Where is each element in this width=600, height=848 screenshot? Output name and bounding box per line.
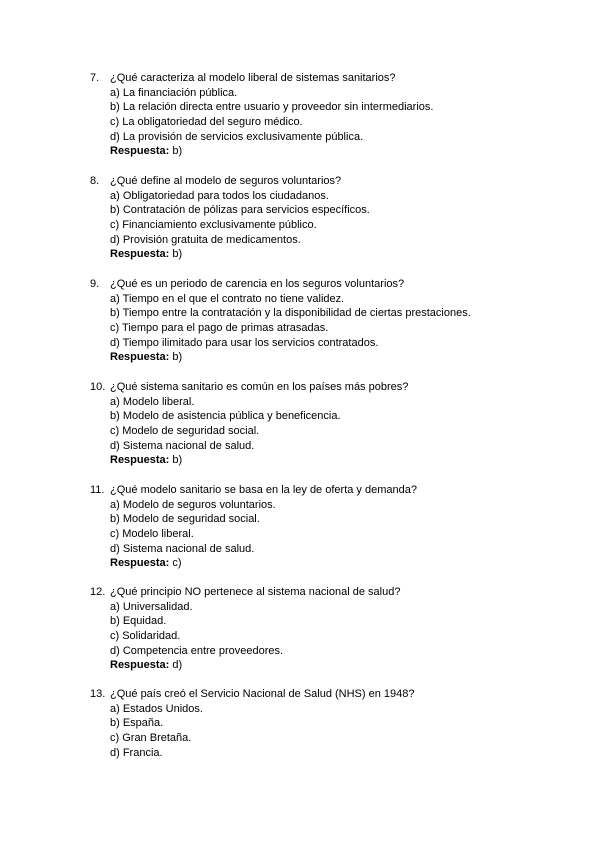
answer-label: Respuesta: — [110, 454, 170, 467]
question-number: 8. — [90, 175, 100, 187]
option-c: c) Solidaridad. — [110, 630, 181, 643]
answer-line — [90, 350, 550, 365]
option-a: a) Universalidad. — [110, 600, 193, 613]
option-d: d) Tiempo ilimitado para usar los servicios contratados. — [110, 336, 379, 349]
question-number: 11. — [90, 484, 105, 496]
question-13 — [90, 687, 550, 760]
answer-label: Respuesta: — [110, 557, 170, 570]
option-d: d) Sistema nacional de salud. — [110, 542, 255, 555]
question-number: 13. — [90, 688, 106, 700]
answer-line — [90, 556, 550, 571]
answer-label: Respuesta: — [110, 145, 170, 158]
question-text: ¿Qué principio NO pertenece al sistema nacional de salud? — [110, 586, 401, 598]
answer-value: c) — [172, 557, 182, 570]
answer-line — [90, 247, 550, 262]
option-d: d) Sistema nacional de salud. — [110, 439, 255, 452]
question-text: ¿Qué es un periodo de carencia en los seguros voluntarios? — [110, 278, 405, 290]
option-b: b) Equidad. — [110, 615, 167, 628]
question-text: ¿Qué país creó el Servicio Nacional de Salud (NHS) en 1948? — [110, 688, 415, 700]
question-header — [90, 483, 550, 498]
question-11 — [90, 483, 550, 571]
answer-value: b) — [172, 248, 183, 261]
option-b: b) España. — [110, 717, 164, 730]
question-text: ¿Qué sistema sanitario es común en los países más pobres? — [110, 381, 409, 393]
question-header — [90, 687, 550, 702]
option-a: a) Modelo liberal. — [110, 395, 195, 408]
question-7 — [90, 71, 550, 159]
option-c: c) Financiamiento exclusivamente público. — [110, 219, 317, 232]
option-a: a) Modelo de seguros voluntarios. — [110, 498, 276, 511]
answer-value: d) — [172, 659, 183, 672]
answer-value: b) — [172, 145, 183, 158]
answer-value: b) — [172, 454, 183, 467]
option-d: d) Competencia entre proveedores. — [110, 644, 284, 657]
question-8 — [90, 174, 550, 262]
option-b: b) Tiempo entre la contratación y la disponibilidad de ciertas prestaciones. — [110, 307, 471, 320]
question-header — [90, 277, 550, 292]
answer-label: Respuesta: — [110, 248, 170, 261]
option-a: a) Tiempo en el que el contrato no tiene validez. — [110, 292, 345, 305]
option-d: d) Francia. — [110, 746, 163, 759]
option-a: a) Obligatoriedad para todos los ciudadanos. — [110, 189, 329, 202]
question-header — [90, 174, 550, 189]
question-text: ¿Qué modelo sanitario se basa en la ley de oferta y demanda? — [110, 484, 417, 496]
answer-line — [90, 144, 550, 159]
answer-label: Respuesta: — [110, 351, 170, 364]
question-header — [90, 585, 550, 600]
option-c: c) Tiempo para el pago de primas atrasadas. — [110, 322, 329, 335]
option-d: d) La provisión de servicios exclusivamente pública. — [110, 130, 364, 143]
question-number: 10. — [90, 381, 106, 393]
question-number: 9. — [90, 278, 100, 290]
question-number: 12. — [90, 586, 106, 598]
question-header — [90, 71, 550, 86]
option-b: b) Modelo de asistencia pública y beneficencia. — [110, 410, 341, 423]
question-10 — [90, 380, 550, 468]
option-d: d) Provisión gratuita de medicamentos. — [110, 233, 301, 246]
answer-value: b) — [172, 351, 183, 364]
option-b: b) La relación directa entre usuario y proveedor sin intermediarios. — [110, 101, 434, 114]
question-number: 7. — [90, 72, 100, 84]
question-text: ¿Qué caracteriza al modelo liberal de sistemas sanitarios? — [110, 72, 396, 84]
option-a: a) La financiación pública. — [110, 86, 238, 99]
answer-line — [90, 658, 550, 673]
question-header — [90, 380, 550, 395]
question-9 — [90, 277, 550, 365]
option-a: a) Estados Unidos. — [110, 702, 203, 715]
answer-label: Respuesta: — [110, 659, 170, 672]
option-c: c) Gran Bretaña. — [110, 732, 192, 745]
option-b: b) Contratación de pólizas para servicios específicos. — [110, 204, 370, 217]
option-c: c) Modelo liberal. — [110, 528, 194, 541]
option-c: c) La obligatoriedad del seguro médico. — [110, 116, 303, 129]
answer-line — [90, 453, 550, 468]
option-c: c) Modelo de seguridad social. — [110, 425, 260, 438]
option-b: b) Modelo de seguridad social. — [110, 513, 260, 526]
question-text: ¿Qué define al modelo de seguros voluntarios? — [110, 175, 342, 187]
question-12 — [90, 585, 550, 673]
